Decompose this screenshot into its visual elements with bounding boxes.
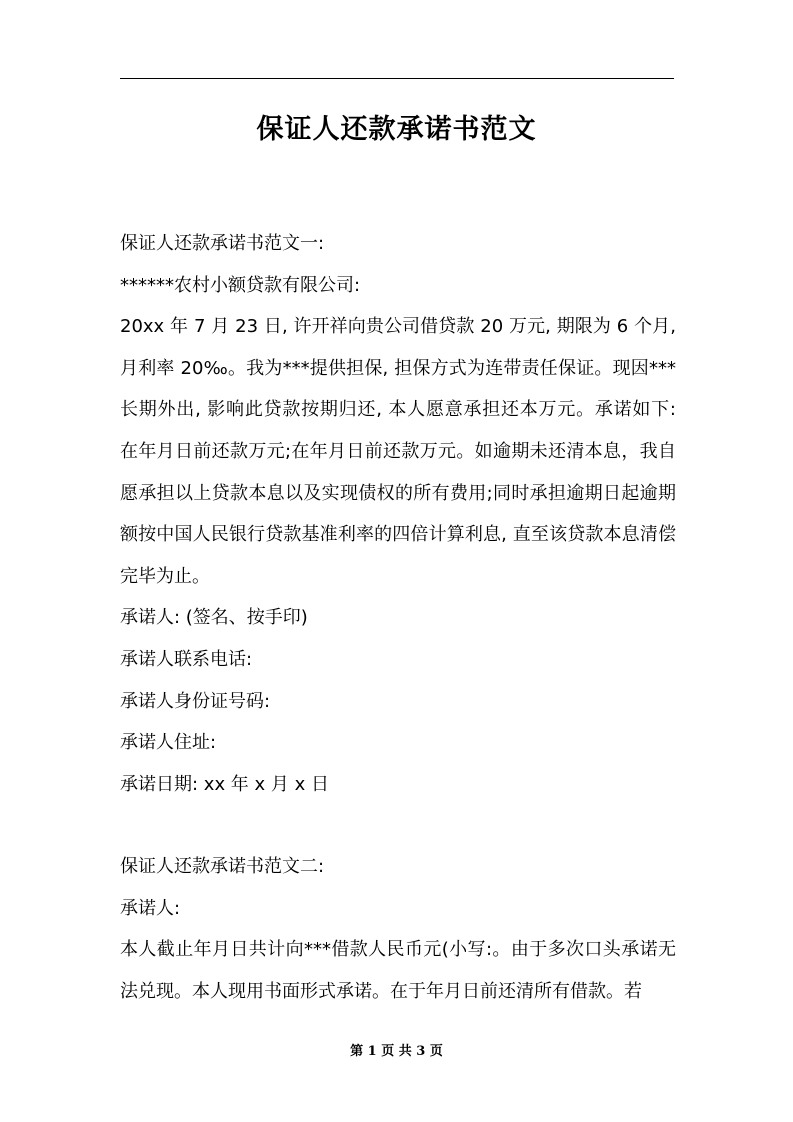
promisor-phone-line: 承诺人联系电话: [120,648,253,670]
section-two [120,846,676,1012]
section-one-addressee: ******农村小额贷款有限公司: [120,274,361,296]
section-two-body: 本人截止年月日共计向***借款人民币元(小写:。由于多次口头承诺无法兑现。本人现用书面形式承诺。在于年月日前还清所有借款。若 [120,939,676,1002]
section-one [120,223,676,805]
section-one-body: 20xx 年 7 月 23 日, 许开祥向贵公司借贷款 20 万元, 期限为 6 个月, 月利率 20‰。我为***提供担保, 担保方式为连带责任保证。现因***长期外出, 影响此贷款按期归还, 本人愿意承担还本万元。承诺如下: 在年月日前还款万元;在年月日前还款万元。如逾期未还清本息，我自愿承担以上贷款本息以及实现债权的所有费用;同时承担逾期日起逾期额按中国人民银行贷款基准利率的四倍计算利息, 直至该贷款本息清偿完毕为止。 [120,316,676,587]
promisor-signature-line: 承诺人: (签名、按手印) [120,607,308,629]
section-one-heading: 保证人还款承诺书范文一: [120,233,325,254]
header-rule [120,78,674,79]
section-two-heading: 保证人还款承诺书范文二: [120,856,325,877]
page-indicator: 第 1 页 共 3 页 [350,1044,443,1059]
promise-date-line: 承诺日期: xx 年 x 月 x 日 [120,773,330,795]
promisor-address-line: 承诺人住址: [120,732,217,754]
promisor-id-line: 承诺人身份证号码: [120,690,271,712]
section-two-promisor: 承诺人: [120,897,181,919]
document-title: 保证人还款承诺书范文 [256,114,537,145]
